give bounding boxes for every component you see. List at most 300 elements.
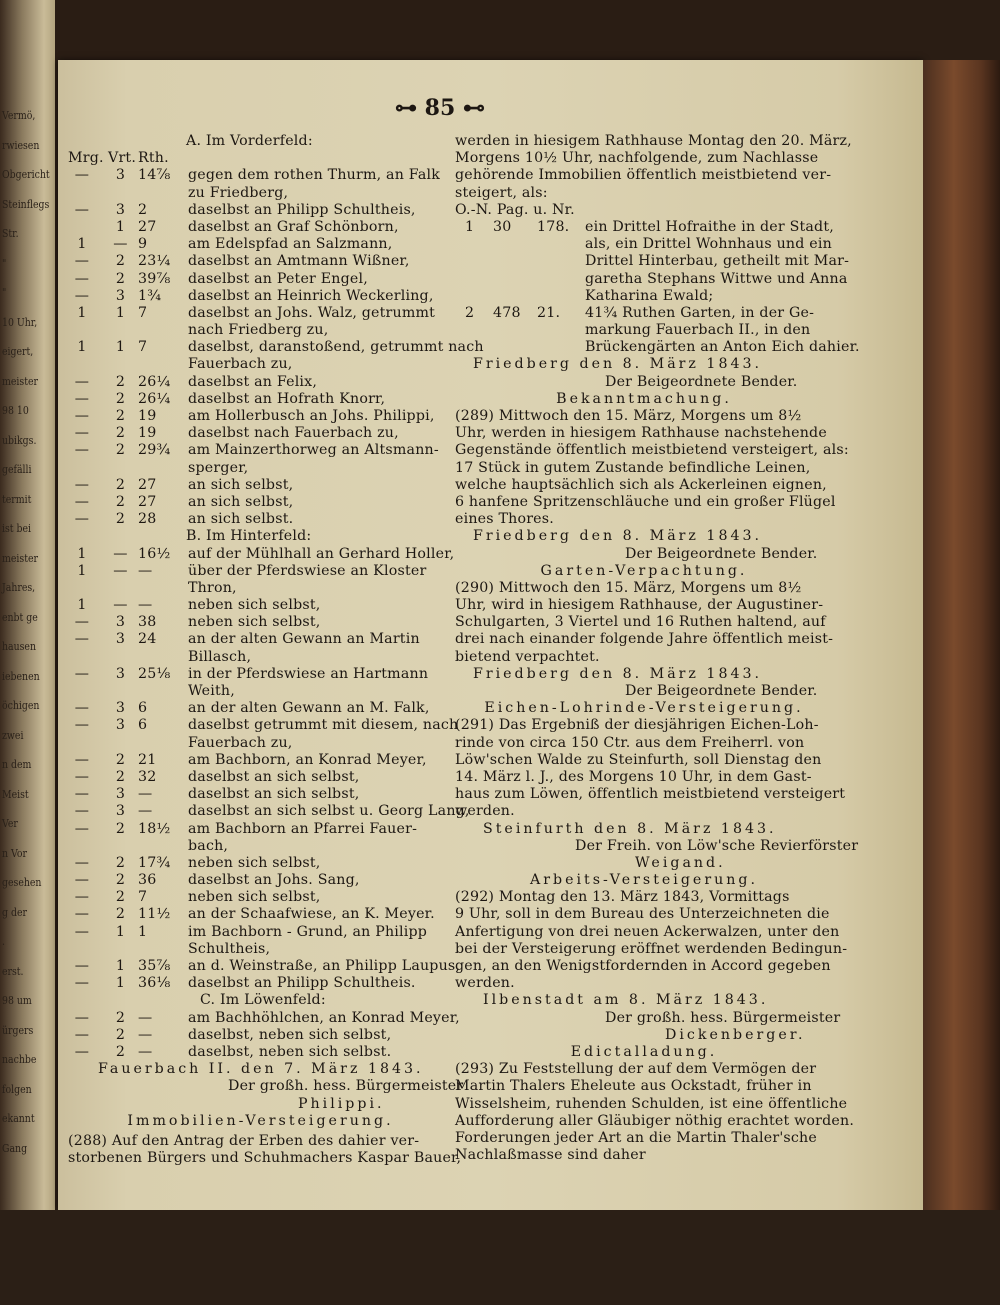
signer-2: Der Beigeordnete Bender. <box>625 545 818 562</box>
ornament-right-icon: ⊷ <box>455 95 485 121</box>
parcel-morgen: 1 <box>77 339 87 356</box>
parcel-row <box>68 1044 453 1061</box>
parcel-description: am Bachborn an Pfarrei Fauer- <box>188 820 418 837</box>
facing-page-text: n dem <box>2 758 32 771</box>
parcel-row <box>68 924 453 941</box>
parcel-row <box>68 271 453 288</box>
entries-c <box>68 1009 460 1062</box>
property-flur: 2 <box>465 304 475 321</box>
property-description: Brückengärten an Anton Eich dahier. <box>585 339 860 356</box>
property-description: Katharina Ewald; <box>585 287 714 304</box>
parcel-morgen: — <box>74 958 90 974</box>
place-date-1: Friedberg den 8. März 1843. <box>473 356 763 373</box>
heading-290: Garten-Verpachtung. <box>540 562 748 579</box>
parcel-description-cont <box>68 185 453 202</box>
parcel-description: neben sich selbst, <box>188 597 321 614</box>
parcel-viertel: 2 <box>115 768 126 785</box>
parcel-viertel: 3 <box>115 786 126 803</box>
parcel-row <box>68 425 453 442</box>
parcel-row <box>68 614 453 631</box>
parcel-description-text: Billasch, <box>188 648 252 665</box>
parcel-description: daselbst, neben sich selbst, <box>188 1026 392 1043</box>
parcel-description-cont <box>68 580 453 597</box>
parcel-morgen: — <box>74 889 90 906</box>
parcel-morgen: — <box>74 614 90 631</box>
parcel-row <box>68 855 453 872</box>
place-date: Fauerbach II. den 7. März 1843. <box>98 1061 424 1078</box>
facing-page-fragment <box>0 110 48 1180</box>
parcel-description: daselbst an Philipp Schultheis, <box>188 201 416 218</box>
section-c-title: C. Im Löwenfeld: <box>200 992 326 1009</box>
place-date-2: Friedberg den 8. März 1843. <box>473 528 763 545</box>
parcel-ruthen: — <box>138 562 153 579</box>
parcel-description-text: Fauerbach zu, <box>188 734 293 751</box>
text-line: Gegenstände öffentlich meistbietend versteigert, als: <box>455 442 849 459</box>
signer-5-title: Der großh. hess. Bürgermeister <box>605 1009 841 1026</box>
facing-page-text: Steinflegs <box>2 197 50 211</box>
place-date-4: Steinfurth den 8. März 1843. <box>483 820 777 837</box>
parcel-description: neben sich selbst, <box>188 889 321 906</box>
parcel-morgen: — <box>74 408 90 424</box>
text-line: Uhr, werden in hiesigem Rathhause nachstehende <box>455 425 827 442</box>
facing-page-text: Gang <box>2 1141 28 1155</box>
parcel-description-cont <box>68 356 453 373</box>
parcel-viertel: 2 <box>115 1026 126 1043</box>
parcel-ruthen: 16½ <box>138 545 171 562</box>
parcel-row <box>68 666 453 683</box>
notice-293 <box>455 1061 855 1164</box>
parcel-description-text: nach Friedberg zu, <box>188 322 329 339</box>
parcel-description: daselbst, neben sich selbst. <box>188 1043 392 1060</box>
parcel-ruthen: 27 <box>138 476 157 493</box>
parcel-description-cont <box>68 322 453 339</box>
text-line: 14. März l. J., des Morgens 10 Uhr, in dem Gast- <box>455 768 812 785</box>
parcel-morgen: — <box>74 253 90 270</box>
text-line: (293) Zu Feststellung der auf dem Vermögen der <box>455 1061 817 1078</box>
parcel-row <box>68 769 453 786</box>
right-column <box>455 133 860 1164</box>
facing-page-text: . <box>2 935 5 948</box>
property-page: 30 <box>493 218 512 235</box>
notice-292 <box>455 889 848 992</box>
parcel-description: an sich selbst. <box>188 511 294 528</box>
parcel-ruthen: — <box>138 1026 153 1043</box>
header-ruthen: Rth. <box>138 150 169 167</box>
parcel-row <box>68 752 453 769</box>
parcel-row <box>68 700 453 717</box>
parcel-description: daselbst an sich selbst, <box>188 786 360 803</box>
facing-page-text: eigert, <box>2 345 34 358</box>
parcel-morgen: — <box>74 665 90 682</box>
parcel-ruthen: 21 <box>138 751 157 768</box>
property-row <box>455 219 833 236</box>
parcel-row <box>68 494 453 511</box>
column-headers <box>68 150 453 167</box>
facing-page-text: " <box>2 286 7 299</box>
parcel-row <box>68 1027 453 1044</box>
parcel-morgen: — <box>74 493 90 510</box>
entries-a <box>68 167 484 528</box>
parcel-description-cont <box>68 838 453 855</box>
text-line: steigert, als: <box>455 184 548 201</box>
signer-title: Der großh. hess. Bürgermeister <box>228 1078 464 1095</box>
text-line: (288) Auf den Antrag der Erben des dahier ver- <box>68 1132 420 1149</box>
parcel-description: am Bachborn, an Konrad Meyer, <box>188 751 427 768</box>
parcel-viertel: — <box>113 545 128 562</box>
parcel-morgen: — <box>74 700 90 717</box>
parcel-morgen: — <box>74 442 90 459</box>
background-surface <box>0 1210 1000 1305</box>
parcel-ruthen: — <box>138 803 153 820</box>
book-cover-right <box>923 60 1000 1305</box>
parcel-viertel: — <box>113 236 128 253</box>
text-line: bietend verpachtet. <box>455 648 600 665</box>
parcel-row <box>68 253 453 270</box>
parcel-ruthen: 23¼ <box>138 253 171 270</box>
parcel-description: an der alten Gewann an M. Falk, <box>188 700 430 717</box>
text-line: (290) Mittwoch den 15. März, Morgens um 8½ <box>455 579 802 596</box>
facing-page-text: Jahres, <box>2 581 36 594</box>
parcel-description: am Edelspfad an Salzmann, <box>188 236 393 253</box>
text-line: (289) Mittwoch den 15. März, Morgens um 8½ <box>455 408 802 424</box>
parcel-description: daselbst, daranstoßend, getrummt nach <box>188 339 484 356</box>
facing-page-text: Ver <box>2 817 18 830</box>
entries-b <box>68 545 470 993</box>
text-line: (291) Das Ergebniß der diesjährigen Eichen-Loh- <box>455 717 819 734</box>
place-date-3: Friedberg den 8. März 1843. <box>473 665 763 682</box>
parcel-ruthen: — <box>138 1009 153 1026</box>
parcel-viertel: 3 <box>115 665 126 682</box>
parcel-description: im Bachborn - Grund, an Philipp <box>188 923 428 940</box>
parcel-ruthen: 7 <box>138 889 148 906</box>
parcel-morgen: — <box>74 906 90 923</box>
parcel-description-cont <box>68 683 453 700</box>
text-line: Nachlaßmasse sind daher <box>455 1147 646 1164</box>
parcel-description: auf der Mühlhall an Gerhard Holler, <box>188 545 455 562</box>
parcel-viertel: 1 <box>115 218 126 235</box>
parcel-ruthen: 39⅞ <box>138 270 171 287</box>
signer-5-name: Dickenberger. <box>665 1026 806 1043</box>
parcel-row <box>68 288 453 305</box>
facing-page-text: öchigen <box>2 699 40 712</box>
facing-page-text: ürgers <box>2 1023 34 1037</box>
parcel-description: an der alten Gewann an Martin <box>188 631 420 648</box>
parcel-description: in der Pferdswiese an Hartmann <box>188 665 429 682</box>
parcel-row <box>68 374 453 391</box>
property-row-cont <box>455 339 860 356</box>
text-line: welche hauptsächlich sich als Ackerleinen eignen, <box>455 476 827 493</box>
text-line: storbenen Bürgers und Schuhmachers Kaspar Bauer, <box>68 1149 462 1166</box>
parcel-viertel: 2 <box>115 493 126 510</box>
signer-4-name: Weigand. <box>635 854 726 871</box>
parcel-ruthen: 7 <box>138 339 148 356</box>
parcel-viertel: 3 <box>115 700 126 717</box>
parcel-description: daselbst an sich selbst u. Georg Lang, <box>188 803 470 820</box>
parcel-row <box>68 202 453 219</box>
notice-290 <box>455 580 833 666</box>
text-line: Löw'schen Walde zu Steinfurth, soll Dienstag den <box>455 751 822 768</box>
parcel-ruthen: 18½ <box>138 820 171 837</box>
parcel-morgen: — <box>74 975 90 992</box>
parcel-viertel: 1 <box>115 923 126 940</box>
parcel-row <box>68 872 453 889</box>
parcel-description-cont <box>68 941 453 958</box>
parcel-morgen: — <box>74 751 90 768</box>
parcel-description-text: Schultheis, <box>188 940 271 957</box>
parcel-description: an d. Weinstraße, an Philipp Laupus, <box>188 958 461 974</box>
parcel-viertel: 1 <box>115 339 126 356</box>
facing-page-text: Meist <box>2 787 29 801</box>
parcel-ruthen: 28 <box>138 511 157 528</box>
parcel-row <box>68 546 453 563</box>
text-line: werden. <box>455 803 515 820</box>
parcel-description-cont <box>68 460 453 477</box>
facing-page-text: " <box>2 256 7 270</box>
parcel-description: neben sich selbst, <box>188 854 321 871</box>
facing-page-text: folgen <box>2 1082 32 1096</box>
parcel-viertel: 2 <box>115 442 126 459</box>
parcel-viertel: 2 <box>115 889 126 906</box>
parcel-description: am Mainzerthorweg an Altsmann- <box>188 442 439 459</box>
parcel-viertel: 2 <box>115 854 126 871</box>
parcel-morgen: — <box>74 717 90 734</box>
facing-page-text: zwei <box>2 728 24 742</box>
property-number: 178. <box>537 218 570 235</box>
parcel-ruthen: 38 <box>138 614 157 631</box>
parcel-morgen: — <box>74 287 90 304</box>
property-page: 478 <box>493 304 521 321</box>
parcel-morgen: — <box>74 631 90 648</box>
notice-288 <box>68 1132 462 1167</box>
parcel-ruthen: 11½ <box>138 906 171 923</box>
text-line: eines Thores. <box>455 511 554 528</box>
facing-page-text: ist bei <box>2 522 32 535</box>
parcel-description: neben sich selbst, <box>188 614 321 631</box>
property-description: markung Fauerbach II., in den <box>585 322 811 339</box>
signer-4-title: Der Freih. von Löw'sche Revierförster <box>575 837 859 854</box>
heading-292: Arbeits-Versteigerung. <box>530 872 758 889</box>
parcel-description: daselbst an Johs. Sang, <box>188 872 360 889</box>
parcel-morgen: — <box>74 167 90 184</box>
notice-289 <box>455 408 849 528</box>
parcel-viertel: 2 <box>115 751 126 768</box>
facing-page-text: iebenen <box>2 669 40 683</box>
facing-page-text: Obgericht <box>2 168 50 181</box>
parcel-row <box>68 906 453 923</box>
text-line: werden in hiesigem Rathhause Montag den 20. März, <box>455 133 852 149</box>
text-line: Wisselsheim, ruhenden Schulden, ist eine öffentliche <box>455 1095 848 1112</box>
text-line: 6 hanfene Spritzenschläuche und ein großer Flügel <box>455 493 836 510</box>
text-line: gen, an den Wenigstfordernden in Accord gegeben <box>455 958 831 974</box>
parcel-viertel: 2 <box>115 1009 126 1026</box>
text-line: Uhr, wird in hiesigem Rathhause, der Augustiner- <box>455 597 824 614</box>
parcel-description-cont <box>68 735 453 752</box>
parcel-description: am Bachhöhlchen, an Konrad Meyer, <box>188 1009 460 1026</box>
parcel-morgen: — <box>74 425 90 442</box>
parcel-row <box>68 631 453 648</box>
parcel-description: über der Pferdswiese an Kloster <box>188 562 427 579</box>
parcel-morgen: — <box>74 270 90 287</box>
parcel-row <box>68 236 453 253</box>
parcel-description: daselbst an Felix, <box>188 373 318 390</box>
parcel-ruthen: 19 <box>138 408 157 424</box>
parcel-morgen: — <box>74 1009 90 1026</box>
facing-page-text: nachbe <box>2 1053 37 1066</box>
page-number: ⊶ 85 ⊷ <box>395 95 485 121</box>
parcel-ruthen: 35⅞ <box>138 958 171 974</box>
text-line: Forderungen jeder Art an die Martin Thaler'sche <box>455 1129 817 1146</box>
parcel-ruthen: 25⅛ <box>138 665 171 682</box>
property-row-cont <box>455 288 833 305</box>
heading-293: Edictalladung. <box>570 1043 718 1060</box>
parcel-description: an sich selbst, <box>188 493 294 510</box>
parcel-ruthen: 36⅛ <box>138 975 171 992</box>
text-line: bei der Versteigerung eröffnet werdenden Bedingun- <box>455 940 848 957</box>
facing-page-text: meister <box>2 374 38 388</box>
parcel-description: an der Schaafwiese, an K. Meyer. <box>188 906 435 923</box>
parcel-description: daselbst an Amtmann Wißner, <box>188 253 410 270</box>
header-morgen: Mrg. <box>68 150 104 167</box>
heading-289: Bekanntmachung. <box>556 390 732 407</box>
parcel-ruthen: — <box>138 786 153 803</box>
parcel-ruthen: 17¾ <box>138 854 171 871</box>
parcel-row <box>68 597 453 614</box>
notice-291 <box>455 717 846 820</box>
parcel-morgen: 1 <box>77 597 87 614</box>
parcel-row <box>68 339 484 356</box>
parcel-morgen: 1 <box>77 545 87 562</box>
text-line: Anfertigung von drei neuen Ackerwalzen, unter den <box>455 923 840 940</box>
parcel-morgen: — <box>74 820 90 837</box>
parcel-morgen: 1 <box>77 236 87 253</box>
parcel-description: daselbst an Graf Schönborn, <box>188 218 399 235</box>
parcel-row <box>68 717 459 734</box>
property-description: Drittel Hinterbau, getheilt mit Mar- <box>585 253 850 270</box>
facing-page-text: n Vor <box>2 846 27 860</box>
parcel-morgen: — <box>74 373 90 390</box>
place-date-5: Ilbenstadt am 8. März 1843. <box>483 992 769 1009</box>
parcel-row <box>68 821 453 838</box>
parcel-row <box>68 975 453 992</box>
parcel-viertel: — <box>113 562 128 579</box>
section-b-title: B. Im Hinterfeld: <box>186 528 312 545</box>
parcel-row <box>68 167 453 184</box>
parcel-viertel: 1 <box>115 304 126 321</box>
parcel-description: daselbst nach Fauerbach zu, <box>188 425 399 442</box>
parcel-description: daselbst an Philipp Schultheis. <box>188 975 416 992</box>
parcel-viertel: 2 <box>115 373 126 390</box>
parcel-description: daselbst an sich selbst, <box>188 768 360 785</box>
parcel-row <box>68 391 453 408</box>
parcel-morgen: — <box>74 476 90 493</box>
property-number: 21. <box>537 304 561 321</box>
parcel-ruthen: 26¼ <box>138 390 171 407</box>
parcel-morgen: — <box>74 1026 90 1043</box>
parcel-morgen: — <box>74 768 90 785</box>
property-row <box>455 305 833 322</box>
parcel-morgen: 1 <box>77 562 87 579</box>
property-row-cont <box>455 253 850 270</box>
text-line: Morgens 10½ Uhr, nachfolgende, zum Nachlasse <box>455 150 819 167</box>
parcel-description: daselbst an Peter Engel, <box>188 270 368 287</box>
parcel-description: gegen dem rothen Thurm, an Falk <box>188 167 441 184</box>
parcel-row <box>68 803 470 820</box>
text-line: haus zum Löwen, öffentlich meistbietend versteigert <box>455 786 846 803</box>
parcel-ruthen: 2 <box>138 201 148 218</box>
parcel-ruthen: 24 <box>138 631 157 648</box>
parcel-morgen: — <box>74 786 90 803</box>
parcel-ruthen: 14⅞ <box>138 167 171 184</box>
parcel-morgen: — <box>74 923 90 940</box>
signer-name: Philippi. <box>298 1095 385 1112</box>
facing-page-text: ekannt <box>2 1112 35 1125</box>
parcel-viertel: 3 <box>115 201 126 218</box>
header-viertel: Vrt. <box>108 150 137 167</box>
parcel-description-text: Weith, <box>188 683 235 699</box>
parcel-viertel: 2 <box>115 408 126 424</box>
text-line: 9 Uhr, soll in dem Bureau des Unterzeichneten die <box>455 906 830 923</box>
facing-page-text: enbt ge <box>2 610 38 624</box>
parcel-morgen: — <box>74 1043 90 1060</box>
heading-291: Eichen-Lohrinde-Versteigerung. <box>484 700 804 717</box>
parcel-ruthen: — <box>138 1043 153 1060</box>
signer-1: Der Beigeordnete Bender. <box>605 373 798 390</box>
parcel-row <box>68 408 453 425</box>
parcel-viertel: 2 <box>115 511 126 528</box>
notice-intro <box>455 133 852 202</box>
parcel-morgen: — <box>74 201 90 218</box>
property-description: 41¾ Ruthen Garten, in der Ge- <box>585 304 815 321</box>
parcel-morgen: — <box>74 390 90 407</box>
parcel-viertel: 2 <box>115 253 126 270</box>
parcel-ruthen: 6 <box>138 717 148 734</box>
text-line: rinde von circa 150 Ctr. aus dem Freiherrl. von <box>455 734 805 751</box>
property-row-cont <box>455 270 848 288</box>
parcel-description-text: Thron, <box>188 579 237 596</box>
property-items <box>455 218 860 357</box>
property-description: garetha Stephans Wittwe und Anna <box>585 270 848 287</box>
facing-page-text: ubikgs. <box>2 433 37 447</box>
text-line: werden. <box>455 975 515 992</box>
facing-page-text: erst. <box>2 964 24 978</box>
parcel-description: daselbst an Hofrath Knorr, <box>188 390 386 407</box>
parcel-ruthen: 27 <box>138 218 157 235</box>
parcel-viertel: 3 <box>115 614 126 631</box>
facing-page-text: rwiesen <box>2 138 40 152</box>
parcel-description: an sich selbst, <box>188 476 294 493</box>
heading-288: Immobilien-Versteigerung. <box>127 1112 394 1129</box>
parcel-row <box>68 1009 460 1027</box>
parcel-viertel: 1 <box>115 975 126 992</box>
parcel-morgen: — <box>74 511 90 528</box>
parcel-ruthen: 1 <box>138 923 148 940</box>
parcel-description: daselbst an Heinrich Weckerling, <box>188 287 434 304</box>
parcel-ruthen: 26¼ <box>138 373 171 390</box>
parcel-viertel: 2 <box>115 270 126 287</box>
parcel-viertel: 3 <box>115 631 126 648</box>
parcel-viertel: 2 <box>115 425 126 442</box>
parcel-row <box>68 511 453 528</box>
parcel-morgen: — <box>74 803 90 820</box>
property-description: ein Drittel Hofraithe in der Stadt, <box>585 218 834 235</box>
parcel-description-cont <box>68 649 453 666</box>
parcel-viertel: — <box>113 597 128 614</box>
parcel-description-text: zu Friedberg, <box>188 184 289 201</box>
parcel-viertel: 3 <box>115 717 126 734</box>
facing-page-text: hausen <box>2 640 36 653</box>
facing-page-text: 10 Uhr, <box>2 315 38 329</box>
parcel-row <box>68 786 453 803</box>
